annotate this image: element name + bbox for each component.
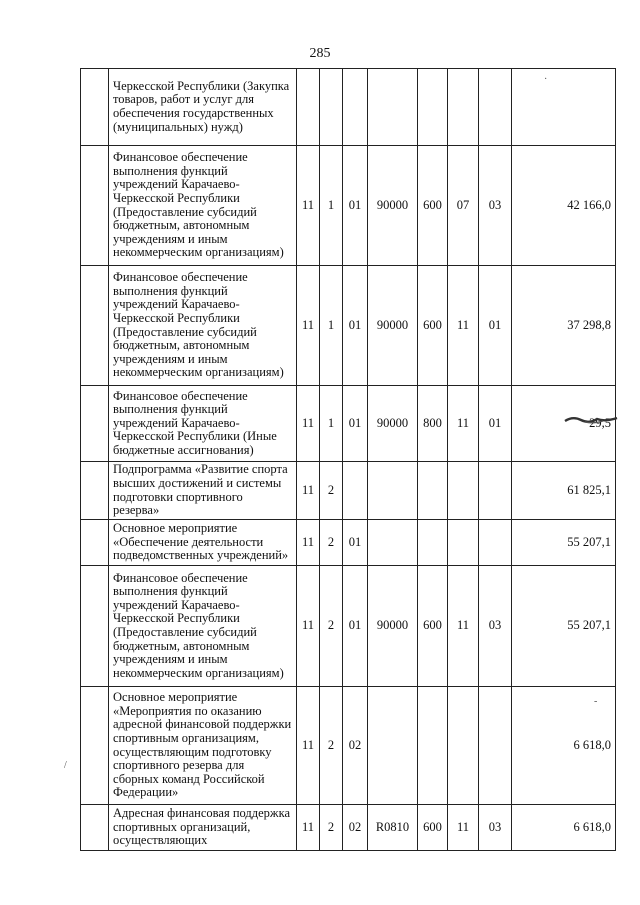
code-cell: 11 [297,266,320,386]
code-cell: 2 [320,687,343,805]
table-row [81,386,616,462]
table-row [81,520,616,566]
code-cell: 600 [418,805,448,851]
code-cell: 11 [297,805,320,851]
code-cell [448,687,479,805]
code-cell: 800 [418,386,448,462]
scan-speck: - [594,696,598,707]
budget-table [80,68,616,851]
code-cell: 07 [448,146,479,266]
code-cell: 90000 [368,266,418,386]
code-cell [479,520,512,566]
code-cell: 01 [343,566,368,687]
code-cell [343,69,368,146]
row-gutter-cell [81,386,109,462]
code-cell: 1 [320,266,343,386]
code-cell: 03 [479,805,512,851]
table-row [81,146,616,266]
amount-cell: 61 825,1 [512,462,616,520]
row-gutter-cell [81,687,109,805]
code-cell [418,69,448,146]
code-cell: R0810 [368,805,418,851]
code-cell [320,69,343,146]
amount-cell: 6 618,0 [512,805,616,851]
code-cell [479,462,512,520]
item-name: Подпрограмма «Развитие спорта высших достижений и системы подготовки спортивного резерва» [109,462,297,520]
row-gutter-cell [81,69,109,146]
code-cell: 90000 [368,386,418,462]
item-name: Адресная финансовая поддержка спортивных организаций, осуществляющих [109,805,297,851]
code-cell [448,520,479,566]
code-cell: 2 [320,805,343,851]
code-cell: 03 [479,146,512,266]
code-cell: 11 [297,566,320,687]
code-cell [448,462,479,520]
table-row [81,687,616,805]
item-name: Основное мероприятие «Мероприятия по оказанию адресной финансовой поддержки спортивным организациям, осуществляющим подготовку спортивного резерва для сборных команд Российской Федерации» [109,687,297,805]
code-cell [368,69,418,146]
code-cell [418,520,448,566]
code-cell: 600 [418,566,448,687]
amount-cell: 55 207,1 [512,520,616,566]
code-cell: 11 [297,462,320,520]
code-cell: 11 [297,146,320,266]
row-gutter-cell [81,146,109,266]
row-gutter-cell [81,805,109,851]
amount-cell: 29,5 [512,386,616,462]
amount-cell: 6 618,0 [512,687,616,805]
code-cell: 01 [479,386,512,462]
code-cell: 11 [448,566,479,687]
code-cell: 11 [297,687,320,805]
code-cell: 11 [297,386,320,462]
item-name: Финансовое обеспечение выполнения функций учреждений Карачаево-Черкесской Республики (Иные бюджетные ассигнования) [109,386,297,462]
code-cell [368,462,418,520]
code-cell: 01 [343,520,368,566]
code-cell [418,462,448,520]
code-cell [368,687,418,805]
code-cell: 01 [343,386,368,462]
row-gutter-cell [81,520,109,566]
item-name: Основное мероприятие «Обеспечение деятельности подведомственных учреждений» [109,520,297,566]
code-cell: 02 [343,687,368,805]
code-cell: 600 [418,146,448,266]
table-row [81,462,616,520]
row-gutter-cell [81,462,109,520]
code-cell: 02 [343,805,368,851]
code-cell [448,69,479,146]
code-cell: 11 [297,520,320,566]
item-name: Финансовое обеспечение выполнения функций учреждений Карачаево-Черкесской Республики (Предоставление субсидий бюджетным, автономным учреждениям и иным некоммерческим организациям) [109,266,297,386]
code-cell: 90000 [368,146,418,266]
table-row [81,566,616,687]
table-row [81,266,616,386]
code-cell: 11 [448,386,479,462]
code-cell: 600 [418,266,448,386]
code-cell: 11 [448,266,479,386]
code-cell: 03 [479,566,512,687]
code-cell: 01 [479,266,512,386]
code-cell: 01 [343,146,368,266]
item-name: Финансовое обеспечение выполнения функций учреждений Карачаево-Черкесской Республики (Предоставление субсидий бюджетным, автономным учреждениям и иным некоммерческим организациям) [109,566,297,687]
code-cell: 01 [343,266,368,386]
amount-cell [512,69,616,146]
table-row [81,69,616,146]
code-cell [418,687,448,805]
code-cell [297,69,320,146]
row-gutter-cell [81,566,109,687]
amount-cell: 55 207,1 [512,566,616,687]
code-cell: 2 [320,566,343,687]
code-cell: 11 [448,805,479,851]
code-cell [479,687,512,805]
table-row [81,805,616,851]
code-cell: 1 [320,146,343,266]
code-cell [368,520,418,566]
ink-smudge [563,413,619,427]
row-gutter-cell [81,266,109,386]
scan-speck: / [64,760,67,771]
code-cell: 90000 [368,566,418,687]
item-name: Финансовое обеспечение выполнения функций учреждений Карачаево-Черкесской Республики (Предоставление субсидий бюджетным, автономным учреждениям и иным некоммерческим организациям) [109,146,297,266]
page-number: 285 [309,46,331,61]
code-cell: 2 [320,520,343,566]
code-cell [343,462,368,520]
amount-cell: 42 166,0 [512,146,616,266]
code-cell: 2 [320,462,343,520]
amount-cell: 37 298,8 [512,266,616,386]
code-cell: 1 [320,386,343,462]
item-name: Черкесской Республики (Закупка товаров, работ и услуг для обеспечения государственных (муниципальных) нужд) [109,69,297,146]
scan-speck: · [544,74,548,85]
code-cell [479,69,512,146]
